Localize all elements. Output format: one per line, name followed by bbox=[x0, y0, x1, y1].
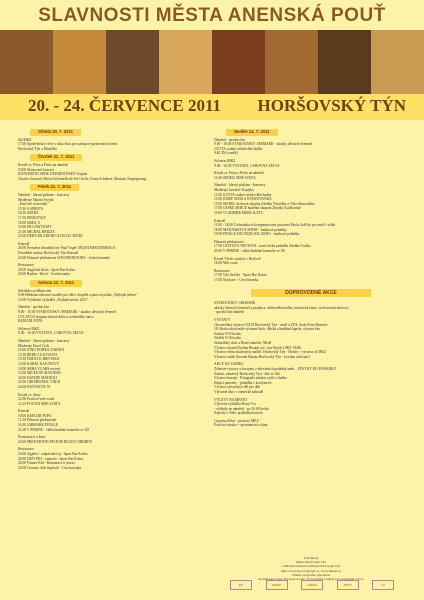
sponsor-logo: ZÁPAD bbox=[301, 580, 323, 590]
photo-tile bbox=[265, 30, 318, 94]
program-line: 16.00 Sigaller - odpolední čaj - Sport Bar Kobra bbox=[18, 452, 88, 457]
program-line: 20.00 Anglická škola - Sport Bar Kobra bbox=[18, 267, 76, 272]
program-line: Náměstí - hlavní pódium - koncerty bbox=[18, 338, 70, 343]
day-heading: Středa 20. 7. 2011 bbox=[30, 129, 81, 136]
program-line: Moderuje Jaroslav Kopejko bbox=[214, 187, 254, 192]
program-line: Restaurace bbox=[214, 268, 230, 273]
program-line: 10.30 SEDĚLÍ MŠE SVATÁ bbox=[214, 175, 256, 180]
program-left-column bbox=[18, 126, 208, 470]
program-line: 21.00 V PEŘINĚ - velká hudební komedie ve 3D bbox=[18, 427, 90, 432]
program-line: Kostel sv. Anny bbox=[18, 392, 41, 397]
program-line: 20.00 Premiéra divadelní hry Paul Vogel: MUJSTARŠÍ ŘEMESLO bbox=[18, 246, 116, 251]
photo-tile bbox=[371, 30, 424, 94]
program-line: Divadelní soubor Horšovský Týn Kinosál bbox=[18, 251, 79, 256]
event-line: Výtvarné akce v zámecké zahradě bbox=[214, 389, 264, 394]
program-line: Kostel Všech svatých v Horšově bbox=[214, 256, 261, 261]
dates-bar bbox=[0, 94, 424, 120]
program-line: 9.00 - 16.00 VÝSTAVA, ČÁROVNÁ ŽELVA bbox=[214, 163, 280, 168]
program-line: 11.00 - 16.00 Úvěrutaktová kompenzovaný putování Pavla, hořčiče pro malé i velké bbox=[214, 223, 336, 228]
event-line: Zájezdy z Tiště, prohlídka kostela bbox=[214, 411, 263, 416]
program-line: Charles Gounod: Messe Solennelle de Ste Cécile, Franz Schubert: Mariano Siegergesang bbox=[18, 176, 147, 181]
program-line: „Pouťové rockování" bbox=[18, 202, 49, 207]
event-line: ukázky dávných řemesel a projekce, středověká hudba, historické tance, ozvěstování dobrovy bbox=[214, 305, 349, 310]
festival-dates: 20. - 24. ČERVENCE 2011 bbox=[28, 96, 222, 115]
program-line: Horšovský Týn a Mnetěšín bbox=[18, 146, 57, 151]
sponsor-logo: NÚTS bbox=[337, 580, 359, 590]
event-line: Zábavné výstavy a kostýmy z televizních pohádek aneb... ZPÁTKY DO POHÁDKY bbox=[214, 366, 337, 371]
program-line: Restaurace bbox=[18, 447, 34, 452]
program-line: 21.00 MICHAL BRIZZA bbox=[18, 229, 55, 234]
footer-line: Pořadatelé bbox=[303, 556, 319, 560]
program-line: 19.00 Slavnostní koncert bbox=[18, 167, 54, 172]
program-right-column bbox=[214, 126, 408, 428]
program-line: Náměstí - hlavní pódium - koncerty bbox=[214, 183, 266, 188]
program-line: 20.00 Country club Šapítach - Čerchovanka bbox=[18, 465, 82, 470]
event-line: Výletová vyhlídka Horní Vsi bbox=[214, 402, 256, 407]
sponsor-logo: FOND bbox=[266, 580, 288, 590]
photo-tile bbox=[212, 30, 265, 94]
program-line: 20.00 DEJVINO - zmizelo - Sport Bar Kobra bbox=[18, 456, 84, 461]
day-heading: Neděle 24. 7. 2011 bbox=[226, 129, 278, 136]
photo-tile bbox=[0, 30, 53, 94]
program-line: 9.00 - 18.00 STAROČESKÝ JARMARK - ukázky dávných řemesel bbox=[214, 142, 313, 147]
program-line: UČLÁVUŠ skupina historického a scénického tance bbox=[18, 314, 94, 319]
event-line: VÝLETY NA MĚSTO bbox=[214, 397, 248, 402]
sponsor-logo: EU bbox=[230, 580, 252, 590]
event-line: Sobota 9-18 hodin bbox=[214, 331, 241, 336]
program-line: 13.00 JOSEF ZIMA A STAWOVANKA bbox=[214, 197, 272, 202]
poster-title: SLAVNOSTI MĚSTA ANENSKÁ POUŤ bbox=[38, 5, 386, 26]
program-line: Filmová představení bbox=[214, 239, 244, 244]
event-line: Pouťové atrakce - prostranství u kina bbox=[214, 423, 268, 428]
program-line: 9.00 - 18.00 STAROČESKÝ JARMARK - ukázky dávných řemesel bbox=[18, 310, 117, 314]
program-line: 11.30 Filmová představení bbox=[18, 418, 57, 423]
program-line: 18.00 ARRA YCARS revival bbox=[18, 366, 61, 371]
photo-tile bbox=[106, 30, 159, 94]
program-line: 20.00 Fonner Kill - Restaurace u jezera bbox=[18, 461, 75, 466]
program-line: 9.00 Hledáme zábavné soutěže pro děti i dospělé a putovní pohár „Nejlepší město" bbox=[18, 293, 138, 298]
program-line: 15.00 SEJKEL dechová skupina Zdeňka Vhotčáka a Věra Sázavského bbox=[214, 201, 315, 206]
program-line: 19.00 VLADIMÍR MIŠÍK & ETC bbox=[214, 210, 264, 215]
event-line: VÝSTAVY bbox=[214, 318, 231, 322]
event-line: Čajovna Zižva - prostory MKZ bbox=[214, 418, 259, 423]
program-line: 17.00 Stará pec - Čerchovanka bbox=[214, 278, 259, 283]
photo-tile bbox=[53, 30, 106, 94]
program-line: 9.00 - 16.00 VÝSTAVA, ČÁROVNÁ ŽELVA bbox=[18, 331, 84, 336]
program-line: 16.00 Mše svatá bbox=[214, 261, 238, 266]
program-line: 19.30 MILES OF MASTERS bbox=[18, 371, 61, 376]
footer-line: Město Horšovský Týn bbox=[295, 560, 327, 565]
day-heading: Čtvrtek 21. 7. 2011 bbox=[30, 154, 82, 161]
program-line: Středisko za hřbitovem bbox=[18, 288, 52, 293]
program-line: Moderuje Pavel Čech bbox=[18, 343, 50, 348]
program-line: 18.00 MAŇÁSKOVÁ SHOW - loutkové pohádky bbox=[214, 227, 287, 232]
program-line: 23.00 Filmové představení WESTERNSTORY - česká komedie bbox=[18, 255, 110, 260]
title-bar bbox=[0, 0, 424, 32]
program-line: Kinosál bbox=[18, 241, 30, 246]
organizers-footer bbox=[214, 556, 408, 581]
program-line: 10.00 KEJKLÍŘ PŮPA bbox=[18, 413, 52, 418]
program-line: 12.30 BEDÍCI Z KYSOVA bbox=[18, 352, 58, 357]
program-line: KEJKLÍŘ PŮPA bbox=[18, 319, 43, 324]
event-line: Výstava bonsají - Fotografie zámku, rytíři a hudba bbox=[214, 376, 287, 381]
footer-line: Změna programu vyhrazena bbox=[291, 572, 331, 577]
program-line: 17.00 Společenský večer s tiskovkou pro zástupce partnerských měst bbox=[18, 142, 118, 147]
program-line: 20.00 Barbus - Rock - Čerchovanka bbox=[18, 272, 70, 277]
program-line: Náměstí - hlavní pódium - koncerty bbox=[18, 192, 70, 197]
program-line: Restaurace bbox=[18, 263, 34, 268]
event-line: Výstava obrazů Pavlína Bisatni roč. von Szyldt (1803-1946) bbox=[214, 345, 301, 350]
program-line: Prostranství u kina bbox=[18, 435, 45, 440]
program-line: 23.00 DĚDA MLADÉHO ILLEGAL BAND bbox=[18, 234, 83, 239]
event-line: AKCE NA ZÁMKU bbox=[214, 362, 244, 367]
event-line: - výhledy na náměstí - po 10.00 hodin bbox=[214, 406, 269, 411]
program-line: 19.00 FILLOWTIGHT bbox=[18, 225, 52, 230]
program-line: 20.00 DAVIDE MATIJOLI bbox=[18, 375, 58, 380]
footer-line: Spolufinancováno Evropskou unií - Evropským fondem pro regionální rozvoj bbox=[258, 577, 364, 582]
program-line: 12.00 Pouťové mše svaté bbox=[18, 397, 55, 402]
event-line: - spodní část náměstí bbox=[214, 310, 245, 315]
program-line: 13.30 DODCI K BROTSKA bbox=[18, 357, 60, 362]
event-line: Výstava rodák Antonín Burian Horšovský Týn - borcům oslavující bbox=[214, 354, 310, 359]
event-line: Zámek, zámecký Horšovský Týn - kdo se líbí bbox=[214, 371, 280, 376]
program-line: 17.30 PIERCINGY bbox=[18, 215, 47, 220]
program-line: 16.30 ARTRA bbox=[18, 211, 39, 216]
program-line: 11.00 GUTTA soubor středověké hudby bbox=[214, 192, 272, 197]
program-line: 22.00 ORCHESTRA, VIKAI bbox=[18, 380, 61, 385]
town-name: HORŠOVSKÝ TÝN bbox=[257, 96, 406, 115]
program-line: Náměstí - spodní část bbox=[18, 305, 50, 310]
program-line: 14.00 KAREL KAJUNOVÝ bbox=[18, 361, 60, 366]
accompanying-events-heading: DOPROVODNÉ AKCE bbox=[251, 289, 371, 298]
event-line: 18. Horšovskotýnské výtvarné kolo, dětská a hudební kapela, výstava žen bbox=[214, 327, 320, 332]
event-line: Chovatelská výstava ČSCH Horšovský Týn - areál u ZUŠ, Sady Petra Bezruče bbox=[214, 322, 328, 327]
program-line: 16.30 JARMARK FINÁLE bbox=[18, 423, 58, 428]
event-line: Výstava velmi zkušených malířů: Horšovský Týn - Horšov - výstava od MKZ bbox=[214, 350, 327, 355]
program-line: 13.00 Vyhlášení výsledků „Nejlepší město 2011" bbox=[18, 297, 89, 302]
program-line: Kinosál bbox=[214, 218, 226, 223]
program-line: Kostel sv. Petra a Pavla na náměstí bbox=[18, 162, 69, 167]
program-line: 20.00 V PEŘINĚ - velká hudební komedie ve 3D bbox=[214, 249, 286, 254]
program-line: GUTTA soubor středověké hudby bbox=[214, 146, 263, 151]
footer-line: a Městské kulturní zařízení Horšovský Týn bbox=[281, 564, 341, 569]
program-line: 17.00 ČESKÉ SRDCE hudební skupina Zbyňky Kulíkovské bbox=[214, 206, 301, 211]
event-line: Sklenářský dvůr a Horní náměstí, Modř bbox=[214, 340, 272, 345]
day-heading: Sobota 23. 7. 2011 bbox=[30, 280, 82, 287]
program-line: Moderuje Martin Švejda bbox=[18, 197, 54, 202]
program-line: Kinosál bbox=[18, 409, 30, 414]
event-line: STAROČESKÝ JARMARK bbox=[214, 301, 256, 306]
program-line: KONCERTNÍ SBOR ZÁPADOČESKÝ Šrajtán bbox=[18, 172, 87, 177]
photo-tile bbox=[159, 30, 212, 94]
event-line: Neděle 9-16 hodin bbox=[214, 336, 241, 341]
program-line: 17.00 CESTOVÁ NEVĚSTA - nová česká pohádka Zdeňka Troška bbox=[214, 244, 311, 249]
program-line: Kostel sv. Petra a Pavla na náměstí bbox=[214, 171, 265, 176]
event-line: Hrající panenky - pohádka v kostýmech bbox=[214, 380, 272, 385]
program-line: Sál MKZ bbox=[18, 137, 32, 142]
program-line: 17.00 Vila Anička - Sport Bar Kobra bbox=[214, 273, 267, 278]
program-line: AKCIN (soutěž) bbox=[214, 151, 238, 156]
sponsor-logo: CZ bbox=[372, 580, 394, 590]
logo-row bbox=[230, 580, 394, 590]
program-line: Sál mezi MKZ bbox=[18, 326, 40, 331]
program-line: 15.30 A SPIRITS bbox=[18, 206, 44, 211]
program-line: 24.00 FANTASTIC W bbox=[18, 384, 51, 389]
program-line: 18.00 SIMIL X bbox=[18, 220, 41, 225]
program-line: 10.00 IONO DOBRÁ ZÁBAVA bbox=[18, 348, 65, 353]
photo-tile bbox=[318, 30, 371, 94]
program-line: 19.00 FINÁLE SOUTĚŽE SOLANDO - loutkové pohádky bbox=[214, 232, 300, 237]
program-line: 23.00 PŘEJCHOTNÍ PEČENÉ BUČKY ORDREN bbox=[18, 439, 93, 444]
footer-line: http://www.horsovskytyn.cz, www.mkzht.cz bbox=[280, 568, 342, 573]
photo-strip bbox=[0, 30, 424, 94]
program-line: Sál mezi MKZ bbox=[214, 158, 236, 163]
program-line: 12.15 POUTNÍ MŠE SVATÁ bbox=[18, 401, 61, 406]
event-line: Výstava výtvarných děl pro děti bbox=[214, 385, 261, 390]
program-line: Náměstí - spodní část bbox=[214, 137, 246, 142]
day-heading: Pátek 22. 7. 2011 bbox=[30, 184, 79, 191]
